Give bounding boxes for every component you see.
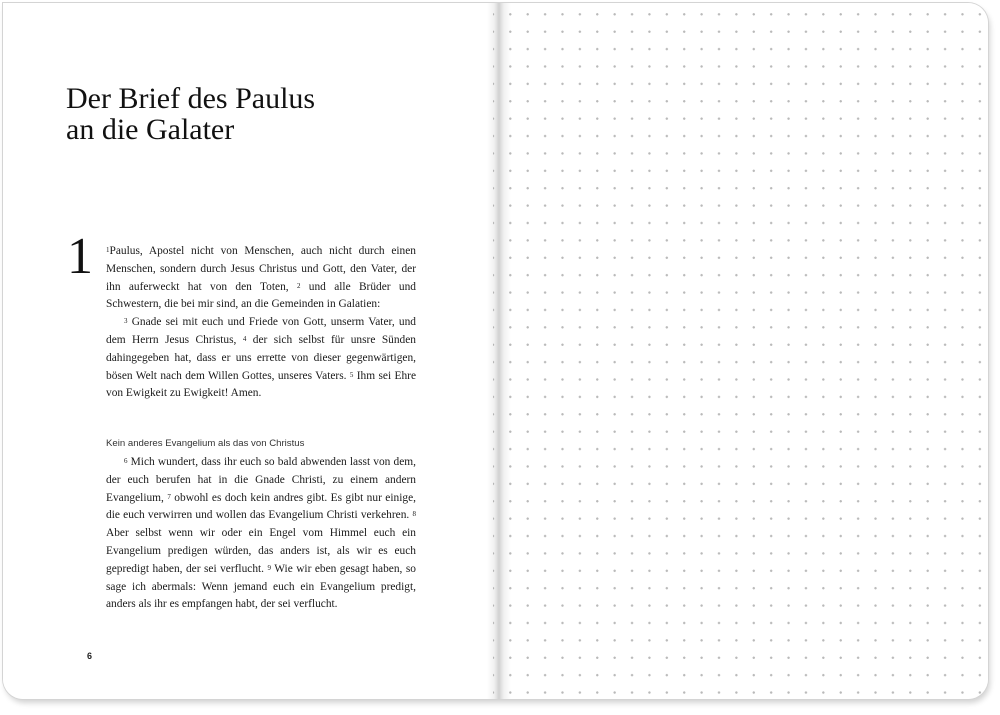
passage-2 <box>106 454 416 614</box>
section-heading: Kein anderes Evangelium als das von Christus <box>106 438 305 449</box>
verse-9: Wie wir eben gesagt haben, so sage ich abermals: Wenn jemand euch ein Evangelium predigt, anders als ihr es empfangen habt, der sei verflucht. <box>106 562 416 611</box>
verse-number: 3 <box>124 317 128 326</box>
book-spread <box>3 3 988 699</box>
right-page-dot-grid <box>493 3 988 699</box>
verse-6: Mich wundert, dass ihr euch so bald abwenden lasst von dem, der euch berufen hat in die Gnade Christi, zu einem andern Evangelium, <box>106 456 416 504</box>
book-title-line-1: Der Brief des Paulus <box>66 82 316 115</box>
passage-1 <box>106 243 416 403</box>
verse-7: obwohl es doch kein andres gibt. Es gibt nur einige, die euch verwirren und wollen das Evangelium Christi verkehren. <box>106 491 416 522</box>
book-title-line-2: an die Galater <box>66 113 235 146</box>
verse-number: 1 <box>106 246 110 254</box>
paragraph-3 <box>106 454 416 614</box>
verse-4: der sich selbst für unsre Sünden dahingegeben hat, dass er uns errette von dieser gegenwärtigen, bösen Welt nach dem Willen Gottes, unseres Vaters. <box>106 333 416 382</box>
verse-number: 5 <box>349 370 354 379</box>
verse-5: Ihm sei Ehre von Ewigkeit zu Ewigkeit! Amen. <box>106 369 416 400</box>
book-title <box>66 83 426 145</box>
verse-8: Aber selbst wenn wir oder ein Engel vom Himmel euch ein Evangelium predigen würden, das anders ist, als wir es euch gepredigt haben, der sei verflucht. <box>106 527 416 575</box>
verse-number: 2 <box>296 281 301 290</box>
page-number: 6 <box>87 651 93 661</box>
verse-number: 7 <box>167 492 171 501</box>
verse-number: 9 <box>267 563 271 572</box>
verse-2: und alle Brüder und Schwestern, die bei mir sind, an die Gemeinden in Galatien: <box>106 280 416 311</box>
paragraph-2 <box>106 314 416 403</box>
verse-number: 8 <box>412 510 416 519</box>
chapter-number: 1 <box>67 228 93 285</box>
verse-1: Paulus, Apostel nicht von Menschen, auch nicht durch einen Menschen, sondern durch Jesus Christus und Gott, den Vater, der ihn auferweckt hat von den Toten, <box>106 245 416 293</box>
verse-number: 4 <box>242 334 247 343</box>
left-page <box>3 3 493 699</box>
verse-number: 6 <box>124 457 128 465</box>
paragraph-1 <box>106 243 416 314</box>
verse-3: Gnade sei mit euch und Friede von Gott, unserm Vater, und dem Herrn Jesus Christus, <box>106 316 416 346</box>
